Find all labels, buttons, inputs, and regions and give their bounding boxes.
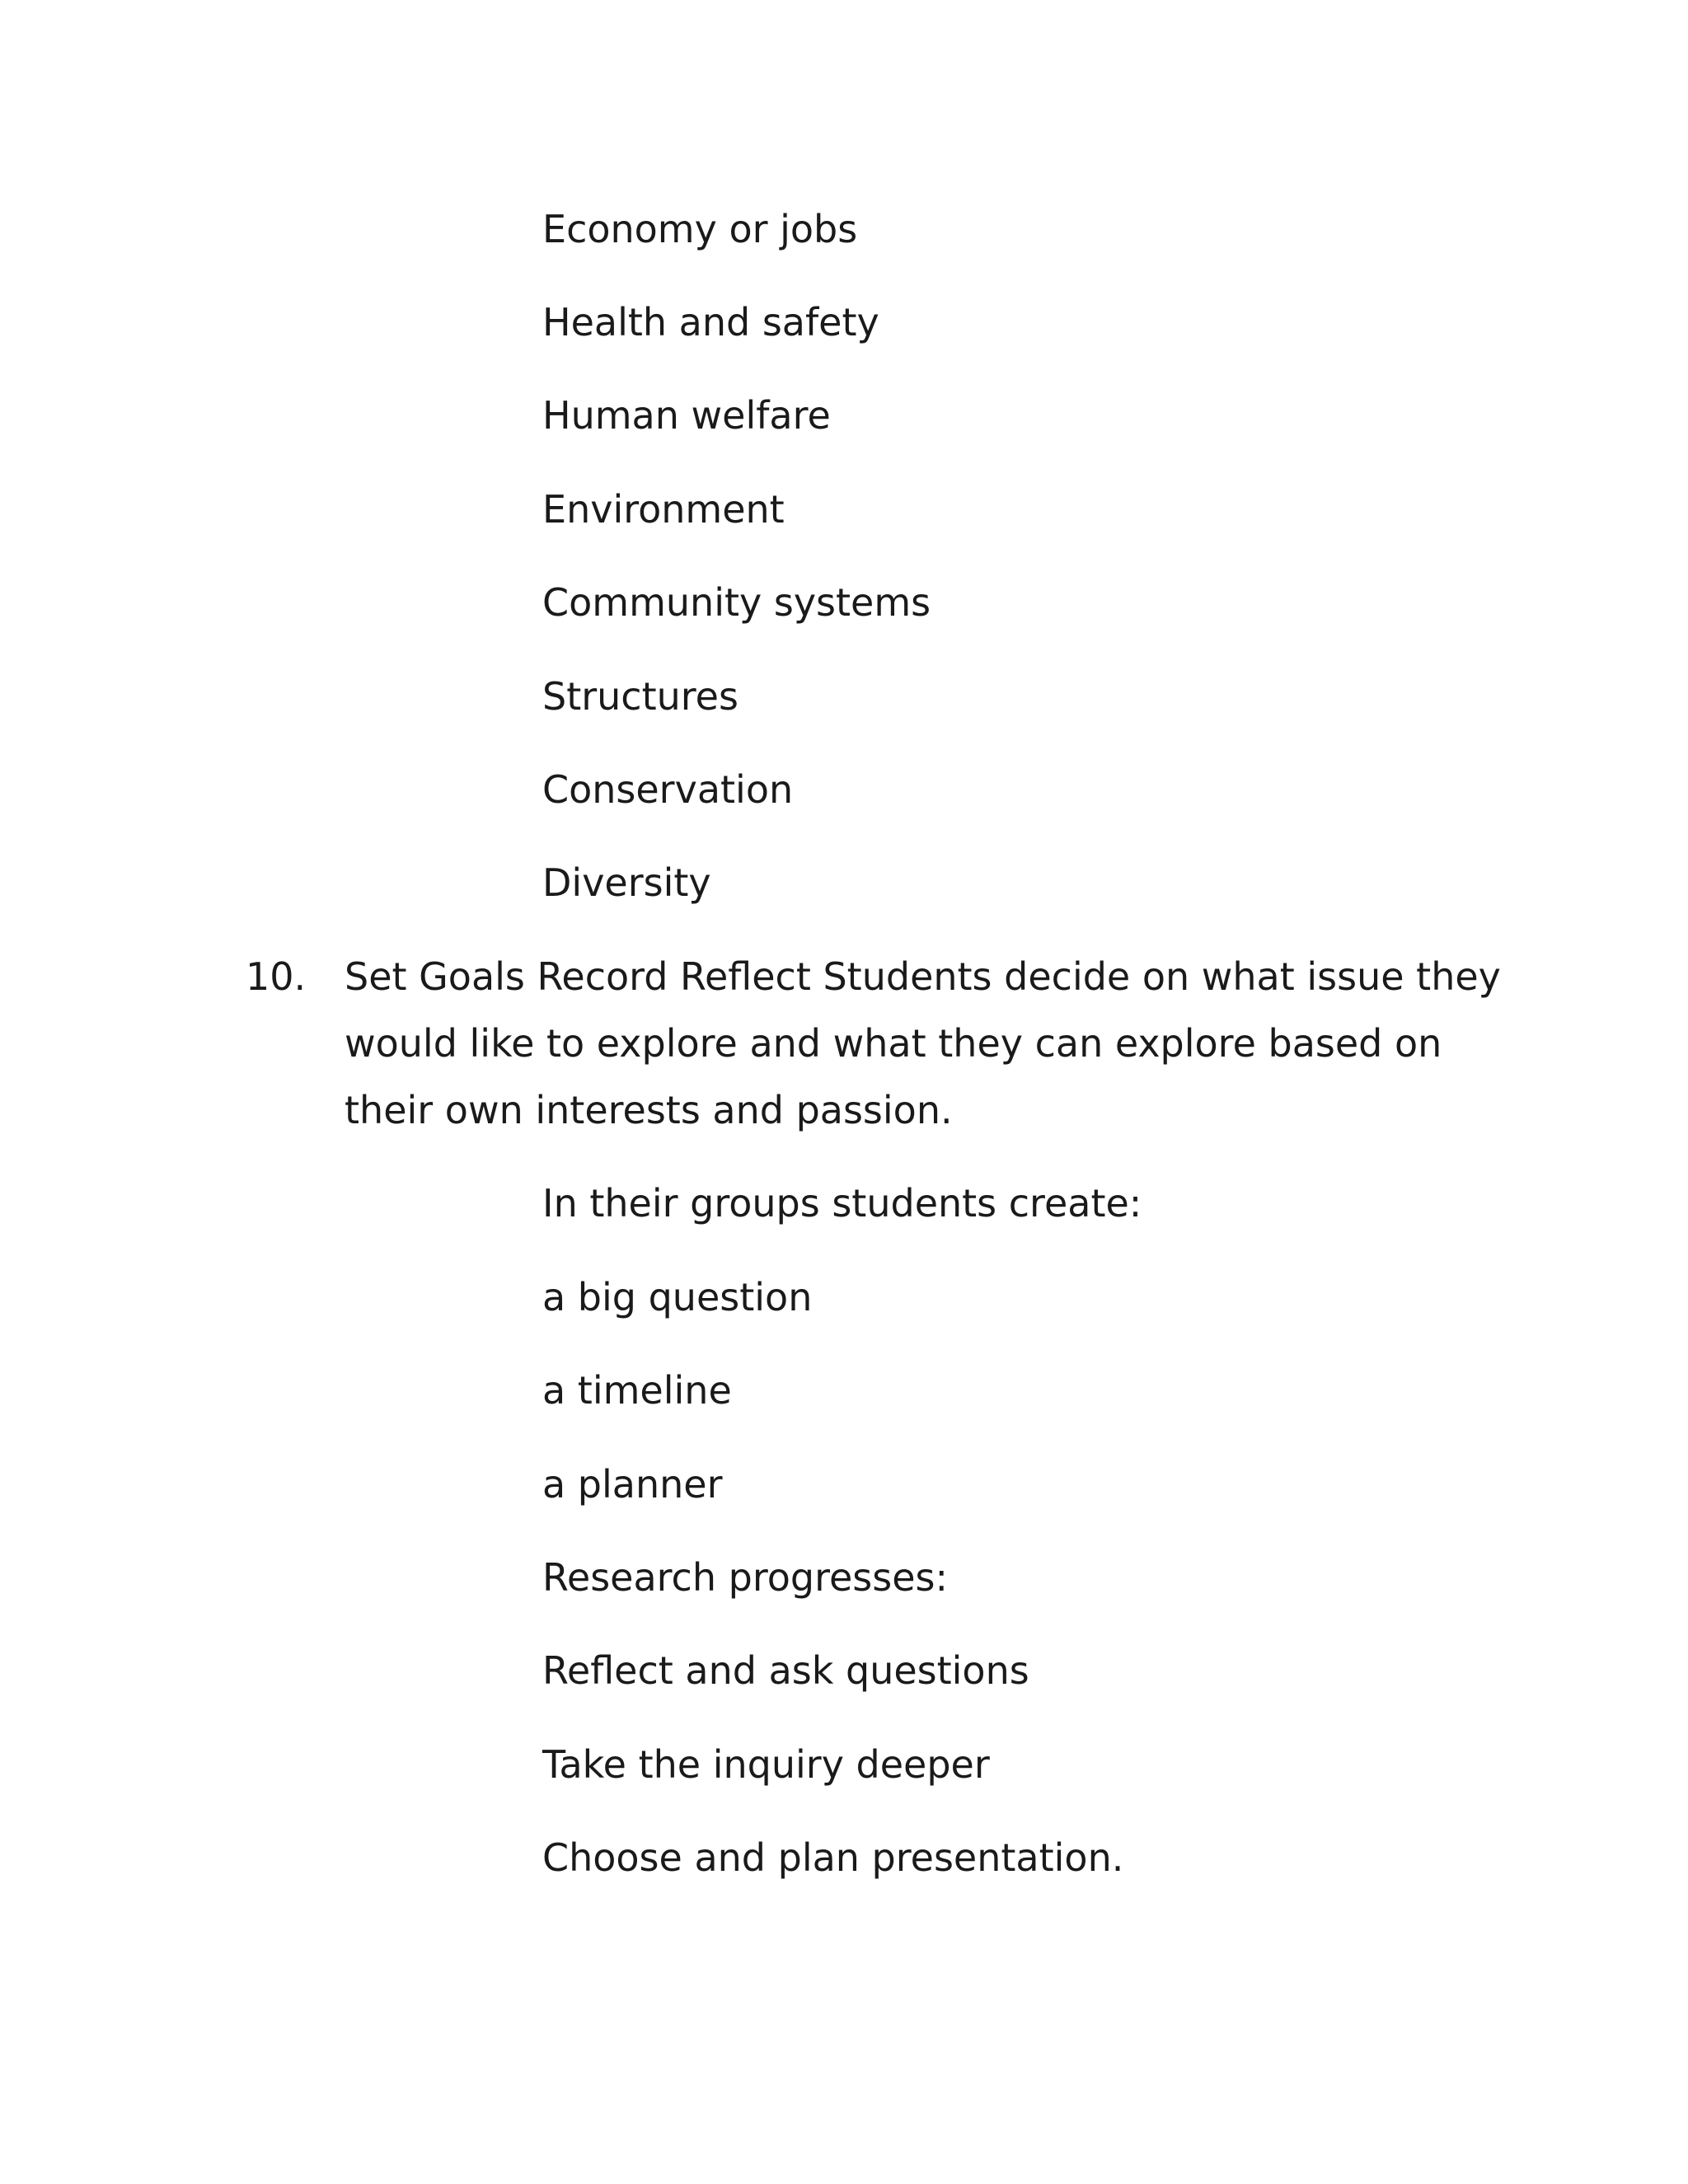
list-item: Community systems — [542, 580, 931, 625]
list-item: Health and safety — [542, 300, 879, 344]
list-item: a big question — [542, 1275, 813, 1319]
paragraph-line: would like to explore and what they can explore based on — [345, 1021, 1442, 1066]
list-item: Take the inquiry deeper — [542, 1742, 990, 1787]
list-item: Human welfare — [542, 393, 831, 438]
list-item: Research progresses: — [542, 1555, 948, 1600]
item-number: 10. — [246, 954, 307, 999]
paragraph-line: their own interests and passion. — [345, 1088, 953, 1132]
list-item: a timeline — [542, 1368, 732, 1413]
list-item: a planner — [542, 1462, 723, 1507]
list-item: Reflect and ask questions — [542, 1648, 1029, 1693]
list-item: Conservation — [542, 767, 794, 812]
list-item: Environment — [542, 487, 785, 532]
list-item: Choose and plan presentation. — [542, 1835, 1124, 1880]
list-item: Structures — [542, 674, 738, 719]
list-item: Diversity — [542, 860, 711, 905]
list-item: In their groups students create: — [542, 1181, 1142, 1226]
list-item: Economy or jobs — [542, 207, 858, 251]
paragraph-line: Set Goals Record Reflect Students decide on what issue they — [345, 954, 1501, 999]
